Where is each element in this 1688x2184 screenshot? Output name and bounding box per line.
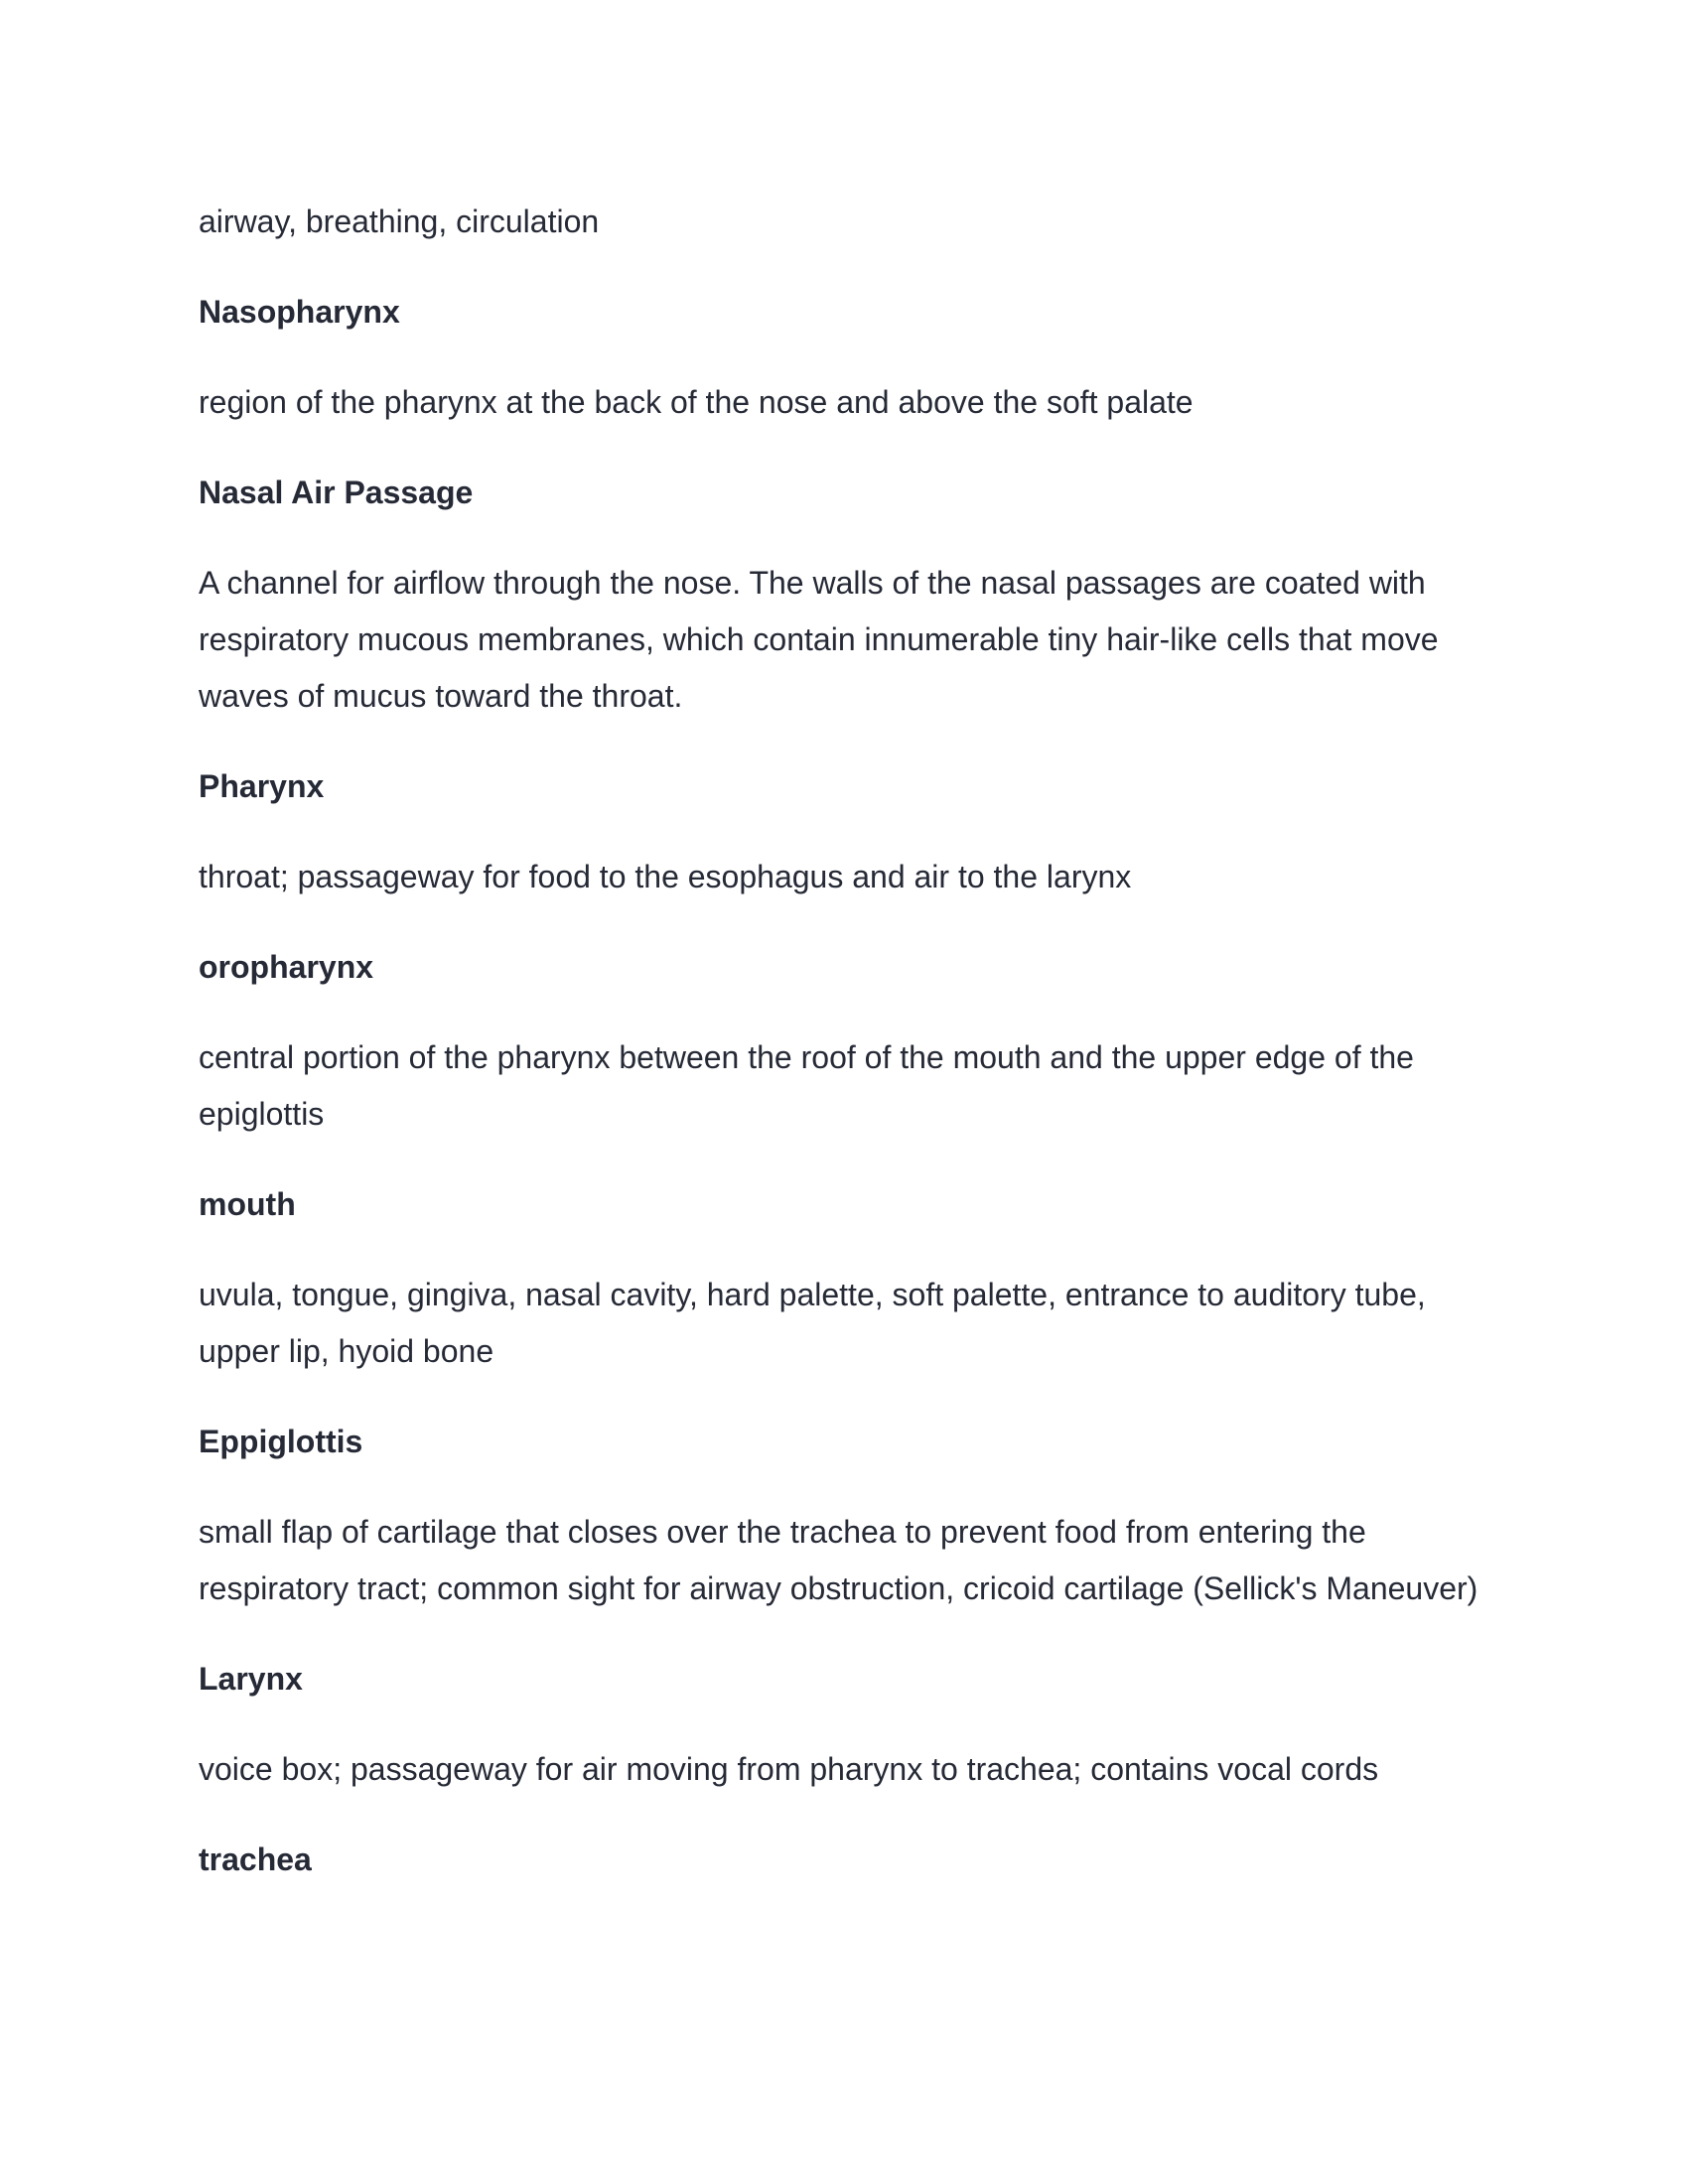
definition-oropharynx: central portion of the pharynx between the roof of the mouth and the upper edge of the epiglottis xyxy=(199,1039,1414,1132)
definition-nasal-air-passage: A channel for airflow through the nose. The walls of the nasal passages are coated with respiratory mucous membranes, which contain innumerable tiny hair-like cells that move waves of mucus toward the throat. xyxy=(199,565,1439,714)
term-larynx: Larynx xyxy=(199,1661,303,1697)
term-trachea: trachea xyxy=(199,1842,312,1877)
term-oropharynx: oropharynx xyxy=(199,949,374,985)
term-pharynx: Pharynx xyxy=(199,768,325,804)
intro-definition: airway, breathing, circulation xyxy=(199,204,600,239)
definition-larynx: voice box; passageway for air moving from pharynx to trachea; contains vocal cords xyxy=(199,1751,1379,1787)
definition-nasopharynx: region of the pharynx at the back of the nose and above the soft palate xyxy=(199,384,1194,420)
term-mouth: mouth xyxy=(199,1186,296,1222)
term-nasal-air-passage: Nasal Air Passage xyxy=(199,475,474,510)
term-nasopharynx: Nasopharynx xyxy=(199,294,400,330)
definition-pharynx: throat; passageway for food to the esophagus and air to the larynx xyxy=(199,859,1132,894)
document-page xyxy=(199,194,1489,1888)
definition-eppiglottis: small flap of cartilage that closes over the trachea to prevent food from entering the respiratory tract; common sight for airway obstruction, cricoid cartilage (Sellick's Maneuver) xyxy=(199,1514,1478,1606)
definition-mouth: uvula, tongue, gingiva, nasal cavity, hard palette, soft palette, entrance to auditory tube, upper lip, hyoid bone xyxy=(199,1277,1426,1369)
term-eppiglottis: Eppiglottis xyxy=(199,1424,363,1459)
